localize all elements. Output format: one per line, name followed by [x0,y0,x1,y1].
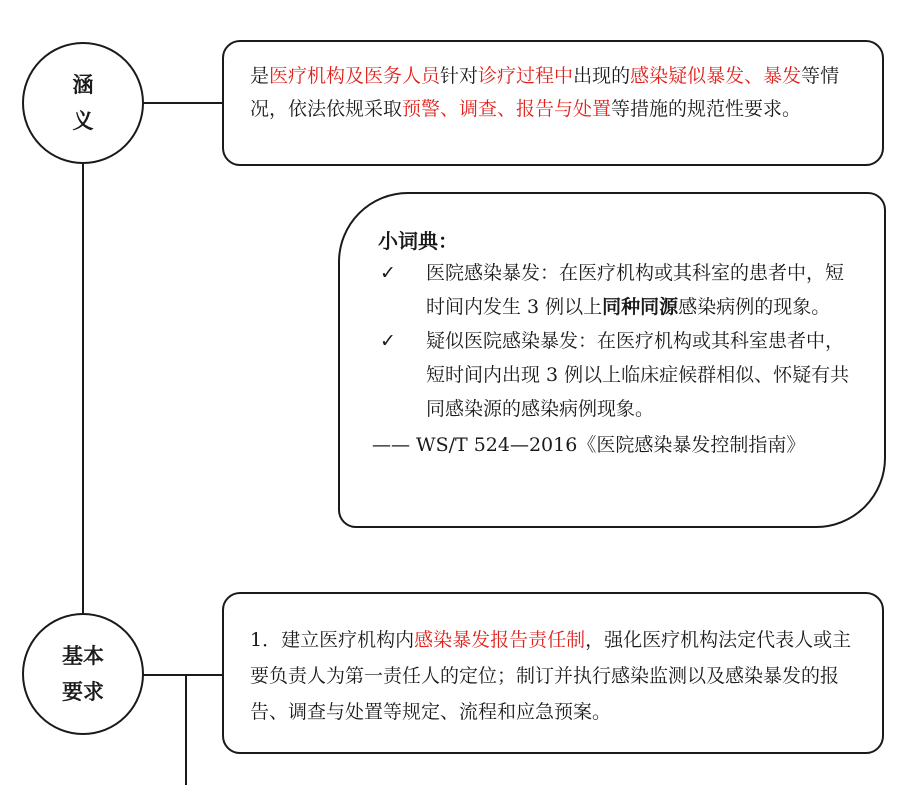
dictionary-title: 小词典： [378,229,458,253]
highlight-text: 医疗机构及医务人员 [269,65,441,87]
connector-meaning [143,102,224,104]
text-run: 感染病例的现象。 [678,296,831,318]
connector-requirements [143,674,224,676]
requirements-circle [22,613,144,735]
text-run: ，强化医疗机构法定代表人或主要负责人为第一责任人的定位；制订并执行感染监测以及感染暴发的报告、调查与处置等规定、流程和应急预案。 [250,629,852,723]
highlight-text: 感染疑似暴发、暴发 [630,65,802,87]
requirements-circle-line-2: 要求 [62,680,104,704]
text-run: 疑似医院感染暴发：在医疗机构或其科室患者中，短时间内出现 3 例以上临床症候群相似、怀疑有共同感染源的感染病例现象。 [426,330,850,420]
dictionary-item-text [426,256,860,324]
dictionary-item-text [426,324,860,426]
highlight-text: 感染暴发报告责任制 [414,629,586,651]
meaning-circle-line-2: 义 [72,109,94,133]
requirements-circle-line-1: 基本 [62,644,104,668]
meaning-box [222,40,884,166]
text-run: 1．建立医疗机构内 [250,629,415,651]
text-run: 等情况，依法依规采取 [250,65,840,120]
text-run: 等措施的规范性要求。 [611,98,802,120]
bold-text: 同种同源 [602,296,679,318]
vertical-connector-main [82,162,84,615]
dictionary-item [378,256,860,324]
meaning-circle-line-1: 涵 [72,73,94,97]
highlight-text: 预警、调查、报告与处置 [402,98,612,120]
text-run: 针对 [440,65,479,87]
requirements-text [250,622,860,730]
check-icon: ✓ [380,262,396,284]
highlight-text: 诊疗过程中 [478,65,574,87]
requirements-box [222,592,884,754]
dictionary-items [378,256,860,426]
meaning-circle [22,42,144,164]
meaning-text [250,60,860,126]
text-run: 医院感染暴发：在医疗机构或其科室的患者中，短时间内发生 3 例以上 [426,262,845,318]
dictionary-source: —— WS/T 524—2016《医院感染暴发控制指南》 [372,434,806,456]
dictionary-item [378,324,860,426]
vertical-connector-branch [185,674,187,785]
dictionary-box [338,192,886,528]
text-run: 是 [250,65,270,87]
check-icon: ✓ [380,330,396,352]
text-run: 出现的 [573,65,631,87]
